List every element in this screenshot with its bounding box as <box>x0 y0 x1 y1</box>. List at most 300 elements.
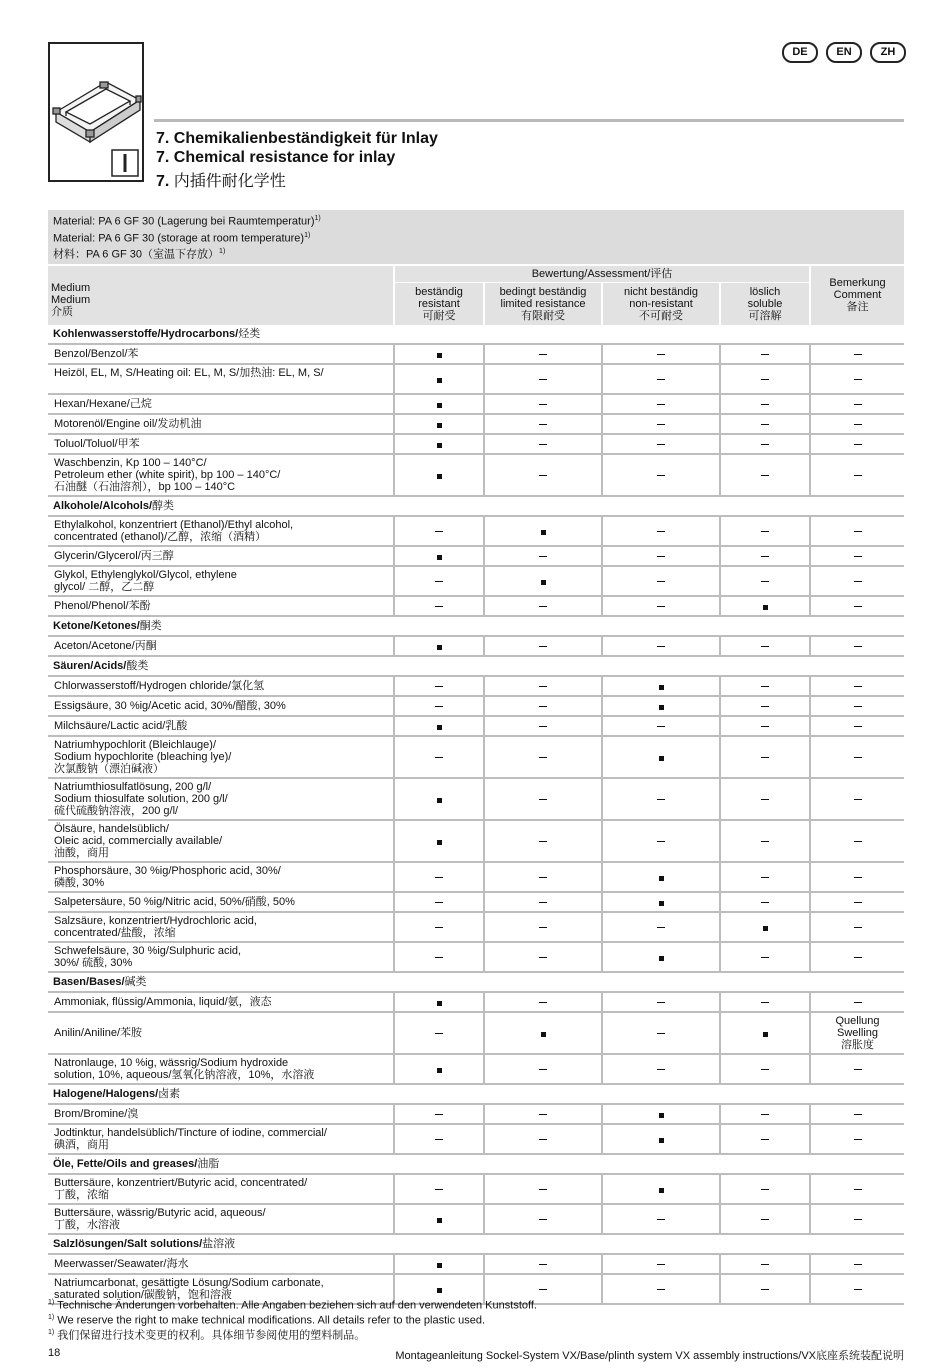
rating-limited-resistance <box>484 736 602 778</box>
rating-dash-icon <box>761 1289 769 1290</box>
title-de: 7. Chemikalienbeständigkeit für Inlay <box>156 130 438 147</box>
header-assessment: Bewertung/Assessment/评估 <box>394 265 810 283</box>
rating-soluble <box>720 820 810 862</box>
comment-cell <box>810 1204 904 1234</box>
rating-non-resistant <box>602 1254 720 1274</box>
header-resistant: beständig resistant 可耐受 <box>394 283 484 325</box>
rating-dash-icon <box>761 581 769 582</box>
category-label: Säuren/Acids/酸类 <box>48 656 904 676</box>
comment-cell <box>810 1254 904 1274</box>
rating-dash-icon <box>539 841 547 842</box>
rating-dash-icon <box>761 1139 769 1140</box>
rating-dash-icon <box>657 556 665 557</box>
rating-marker-icon <box>437 423 442 428</box>
rating-soluble <box>720 778 810 820</box>
rating-dash-icon <box>539 1002 547 1003</box>
rating-dash-icon <box>539 444 547 445</box>
rating-dash-icon <box>657 1033 665 1034</box>
rating-soluble <box>720 414 810 434</box>
rating-dash-icon <box>539 475 547 476</box>
comment-dash-icon <box>854 556 862 557</box>
rating-dash-icon <box>761 902 769 903</box>
rating-dash-icon <box>435 1114 443 1115</box>
category-label: Alkohole/Alcohols/醇类 <box>48 496 904 516</box>
rating-resistant <box>394 1104 484 1124</box>
rating-resistant <box>394 1174 484 1204</box>
rating-dash-icon <box>657 799 665 800</box>
rating-dash-icon <box>761 354 769 355</box>
comment-dash-icon <box>854 379 862 380</box>
rating-marker-icon <box>437 555 442 560</box>
rating-non-resistant <box>602 546 720 566</box>
rating-dash-icon <box>435 877 443 878</box>
rating-resistant <box>394 364 484 394</box>
footnote-zh: $^{1)}$ 我们保留进行技术变更的权利。具体细节参阅使用的塑料制品。 <box>48 1329 366 1342</box>
header-comment: Bemerkung Comment 备注 <box>810 265 904 325</box>
rating-limited-resistance <box>484 696 602 716</box>
rating-dash-icon <box>435 1139 443 1140</box>
rating-soluble <box>720 862 810 892</box>
rating-non-resistant <box>602 394 720 414</box>
medium-name: Ammoniak, flüssig/Ammonia, liquid/氨，液态 <box>48 992 394 1012</box>
rating-dash-icon <box>435 531 443 532</box>
comment-cell <box>810 696 904 716</box>
rating-limited-resistance <box>484 434 602 454</box>
rating-soluble <box>720 596 810 616</box>
rating-resistant <box>394 892 484 912</box>
rating-soluble <box>720 892 810 912</box>
rating-dash-icon <box>761 1189 769 1190</box>
rating-dash-icon <box>435 1033 443 1034</box>
rating-marker-icon <box>437 378 442 383</box>
rating-dash-icon <box>657 726 665 727</box>
rating-dash-icon <box>657 1289 665 1290</box>
comment-dash-icon <box>854 354 862 355</box>
table-row <box>48 1104 904 1124</box>
rating-limited-resistance <box>484 566 602 596</box>
rating-soluble <box>720 1174 810 1204</box>
rating-marker-icon <box>763 605 768 610</box>
rating-dash-icon <box>761 1002 769 1003</box>
rating-resistant <box>394 942 484 972</box>
rating-non-resistant <box>602 992 720 1012</box>
rating-dash-icon <box>657 581 665 582</box>
medium-name: Anilin/Aniline/苯胺 <box>48 1012 394 1054</box>
rating-limited-resistance <box>484 912 602 942</box>
comment-dash-icon <box>854 1189 862 1190</box>
rating-dash-icon <box>761 424 769 425</box>
rating-dash-icon <box>539 606 547 607</box>
comment-dash-icon <box>854 706 862 707</box>
comment-cell <box>810 862 904 892</box>
comment-dash-icon <box>854 927 862 928</box>
rating-dash-icon <box>539 1139 547 1140</box>
rating-non-resistant <box>602 566 720 596</box>
rating-dash-icon <box>435 902 443 903</box>
rating-marker-icon <box>659 756 664 761</box>
comment-cell <box>810 636 904 656</box>
rating-dash-icon <box>761 1114 769 1115</box>
rating-non-resistant <box>602 596 720 616</box>
rating-limited-resistance <box>484 1012 602 1054</box>
rating-dash-icon <box>539 706 547 707</box>
medium-name: Toluol/Toluol/甲苯 <box>48 434 394 454</box>
comment-cell <box>810 1124 904 1154</box>
rating-soluble <box>720 1104 810 1124</box>
rating-resistant <box>394 454 484 496</box>
rating-non-resistant <box>602 414 720 434</box>
rating-marker-icon <box>659 685 664 690</box>
medium-name: Buttersäure, wässrig/Butyric acid, aqueous/ 丁酸，水溶液 <box>48 1204 394 1234</box>
medium-name: Phenol/Phenol/苯酚 <box>48 596 394 616</box>
medium-name: Waschbenzin, Kp 100 – 140°C/ Petroleum ether (white spirit), bp 100 – 140°C/ 石油醚（石油溶剂），bp 100 – 140°C <box>48 454 394 496</box>
rating-resistant <box>394 394 484 414</box>
medium-name: Natriumthiosulfatlösung, 200 g/l/ Sodium thiosulfate solution, 200 g/l/ 硫代硫酸钠溶液，200 g/l/ <box>48 778 394 820</box>
material-en: Material: PA 6 GF 30 (storage at room temperature)$^{1)}$ <box>53 231 311 245</box>
rating-marker-icon <box>659 1113 664 1118</box>
rating-marker-icon <box>437 443 442 448</box>
rating-limited-resistance <box>484 636 602 656</box>
title-zh-number: 7. <box>156 173 170 190</box>
table-row <box>48 546 904 566</box>
comment-dash-icon <box>854 957 862 958</box>
rating-soluble <box>720 716 810 736</box>
rating-dash-icon <box>435 581 443 582</box>
rating-dash-icon <box>435 957 443 958</box>
rating-marker-icon <box>437 1218 442 1223</box>
comment-cell <box>810 778 904 820</box>
comment-dash-icon <box>854 404 862 405</box>
rating-dash-icon <box>539 1264 547 1265</box>
rating-resistant <box>394 992 484 1012</box>
rating-soluble <box>720 434 810 454</box>
rating-dash-icon <box>657 404 665 405</box>
rating-dash-icon <box>435 706 443 707</box>
medium-name: Glykol, Ethylenglykol/Glycol, ethylene glycol/ 二醇，乙二醇 <box>48 566 394 596</box>
rating-non-resistant <box>602 636 720 656</box>
rating-dash-icon <box>435 927 443 928</box>
comment-cell <box>810 516 904 546</box>
rating-dash-icon <box>539 1114 547 1115</box>
title-zh <box>156 168 286 191</box>
medium-name: Salzsäure, konzentriert/Hydrochloric acid, concentrated/盐酸，浓缩 <box>48 912 394 942</box>
rating-dash-icon <box>657 531 665 532</box>
rating-dash-icon <box>539 799 547 800</box>
table-row <box>48 716 904 736</box>
rating-soluble <box>720 696 810 716</box>
rating-marker-icon <box>659 901 664 906</box>
rating-soluble <box>720 992 810 1012</box>
lang-badge-zh[interactable]: ZH <box>870 42 906 63</box>
rating-resistant <box>394 1254 484 1274</box>
rating-dash-icon <box>539 354 547 355</box>
rating-non-resistant <box>602 454 720 496</box>
header-limited-resistance: bedingt beständig limited resistance 有限耐受 <box>484 283 602 325</box>
rating-limited-resistance <box>484 1204 602 1234</box>
rating-resistant <box>394 596 484 616</box>
category-row <box>48 656 904 676</box>
table-row <box>48 1012 904 1054</box>
table-row <box>48 862 904 892</box>
lang-badge-de[interactable]: DE <box>782 42 818 63</box>
rating-resistant <box>394 636 484 656</box>
comment-cell <box>810 676 904 696</box>
rating-dash-icon <box>539 404 547 405</box>
inlay-frame-icon <box>50 44 142 180</box>
rating-marker-icon <box>437 725 442 730</box>
comment-cell <box>810 414 904 434</box>
comment-dash-icon <box>854 424 862 425</box>
rating-dash-icon <box>761 404 769 405</box>
rating-soluble <box>720 1012 810 1054</box>
rating-marker-icon <box>659 1188 664 1193</box>
rating-limited-resistance <box>484 862 602 892</box>
comment-cell <box>810 912 904 942</box>
medium-name: Jodtinktur, handelsüblich/Tincture of iodine, commercial/ 碘酒，商用 <box>48 1124 394 1154</box>
rating-dash-icon <box>761 799 769 800</box>
rating-limited-resistance <box>484 1174 602 1204</box>
rating-dash-icon <box>539 379 547 380</box>
medium-name: Motorenöl/Engine oil/发动机油 <box>48 414 394 434</box>
rating-marker-icon <box>659 705 664 710</box>
footnote-en: $^{1)}$ We reserve the right to make technical modifications. All details refer to the plastic used. <box>48 1314 486 1327</box>
rating-resistant <box>394 414 484 434</box>
rating-soluble <box>720 546 810 566</box>
rating-non-resistant <box>602 434 720 454</box>
medium-name: Milchsäure/Lactic acid/乳酸 <box>48 716 394 736</box>
rating-dash-icon <box>657 1264 665 1265</box>
table-row <box>48 696 904 716</box>
rating-resistant <box>394 516 484 546</box>
comment-dash-icon <box>854 757 862 758</box>
comment-cell <box>810 716 904 736</box>
comment-dash-icon <box>854 581 862 582</box>
rating-non-resistant <box>602 1174 720 1204</box>
rating-resistant <box>394 716 484 736</box>
table-row <box>48 364 904 394</box>
rating-marker-icon <box>659 1138 664 1143</box>
rating-non-resistant <box>602 696 720 716</box>
rating-marker-icon <box>541 1032 546 1037</box>
comment-cell <box>810 546 904 566</box>
table-row <box>48 1204 904 1234</box>
rating-dash-icon <box>539 556 547 557</box>
medium-name: Schwefelsäure, 30 %ig/Sulphuric acid, 30%/ 硫酸, 30% <box>48 942 394 972</box>
comment-dash-icon <box>854 444 862 445</box>
category-label: Salzlösungen/Salt solutions/盐溶液 <box>48 1234 904 1254</box>
category-label: Öle, Fette/Oils and greases/油脂 <box>48 1154 904 1174</box>
rating-dash-icon <box>761 646 769 647</box>
comment-dash-icon <box>854 877 862 878</box>
header-non-resistant: nicht beständig non-resistant 不可耐受 <box>602 283 720 325</box>
comment-dash-icon <box>854 1139 862 1140</box>
table-row <box>48 778 904 820</box>
comment-dash-icon <box>854 1002 862 1003</box>
table-row <box>48 596 904 616</box>
medium-name: Heizöl, EL, M, S/Heating oil: EL, M, S/加热油: EL, M, S/ <box>48 364 394 394</box>
medium-name: Ölsäure, handelsüblich/ Oleic acid, commercially available/ 油酸，商用 <box>48 820 394 862</box>
rating-resistant <box>394 566 484 596</box>
title-en: 7. Chemical resistance for inlay <box>156 149 396 166</box>
table-row <box>48 566 904 596</box>
medium-name: Natriumcarbonat, gesättigte Lösung/Sodium carbonate, saturated solution/碳酸钠，饱和溶液 <box>48 1274 394 1304</box>
table-row <box>48 434 904 454</box>
rating-resistant <box>394 862 484 892</box>
rating-non-resistant <box>602 778 720 820</box>
table-row <box>48 820 904 862</box>
rating-resistant <box>394 1124 484 1154</box>
rating-dash-icon <box>657 927 665 928</box>
rating-dash-icon <box>539 957 547 958</box>
medium-name: Hexan/Hexane/己烷 <box>48 394 394 414</box>
rating-marker-icon <box>437 474 442 479</box>
rating-non-resistant <box>602 716 720 736</box>
rating-limited-resistance <box>484 716 602 736</box>
category-row <box>48 1234 904 1254</box>
comment-cell <box>810 454 904 496</box>
rating-marker-icon <box>763 926 768 931</box>
rating-non-resistant <box>602 364 720 394</box>
rating-dash-icon <box>539 1189 547 1190</box>
material-de: Material: PA 6 GF 30 (Lagerung bei Raumtemperatur)$^{1)}$ <box>53 215 321 228</box>
comment-cell <box>810 1174 904 1204</box>
rating-marker-icon <box>437 353 442 358</box>
rating-soluble <box>720 516 810 546</box>
page-footer: Montageanleitung Sockel-System VX/Base/plinth system VX assembly instructions/VX底座系统装配说明 <box>395 1350 904 1362</box>
rating-limited-resistance <box>484 1254 602 1274</box>
rating-resistant <box>394 1012 484 1054</box>
rating-dash-icon <box>435 757 443 758</box>
medium-name: Chlorwasserstoff/Hydrogen chloride/氯化氢 <box>48 676 394 696</box>
category-row <box>48 1154 904 1174</box>
table-row <box>48 1174 904 1204</box>
rating-dash-icon <box>657 841 665 842</box>
rating-soluble <box>720 736 810 778</box>
rating-dash-icon <box>761 957 769 958</box>
page-number: 18 <box>48 1347 61 1359</box>
comment-cell <box>810 344 904 364</box>
rating-limited-resistance <box>484 820 602 862</box>
rating-limited-resistance <box>484 344 602 364</box>
medium-name: Meerwasser/Seawater/海水 <box>48 1254 394 1274</box>
comment-dash-icon <box>854 1114 862 1115</box>
comment-cell <box>810 364 904 394</box>
rating-limited-resistance <box>484 778 602 820</box>
comment-dash-icon <box>854 606 862 607</box>
rating-resistant <box>394 434 484 454</box>
medium-name: Phosphorsäure, 30 %ig/Phosphoric acid, 30%/ 磷酸, 30% <box>48 862 394 892</box>
rating-soluble <box>720 364 810 394</box>
rating-non-resistant <box>602 676 720 696</box>
rating-marker-icon <box>659 956 664 961</box>
rating-dash-icon <box>435 606 443 607</box>
rating-soluble <box>720 566 810 596</box>
rating-dash-icon <box>761 379 769 380</box>
rating-non-resistant <box>602 912 720 942</box>
rating-marker-icon <box>437 798 442 803</box>
rating-marker-icon <box>437 1263 442 1268</box>
rating-dash-icon <box>761 686 769 687</box>
rating-dash-icon <box>539 1289 547 1290</box>
rating-soluble <box>720 1054 810 1084</box>
table-row <box>48 1054 904 1084</box>
comment-cell <box>810 1054 904 1084</box>
rating-soluble <box>720 676 810 696</box>
comment-cell <box>810 736 904 778</box>
comment-cell <box>810 892 904 912</box>
rating-non-resistant <box>602 344 720 364</box>
rating-resistant <box>394 546 484 566</box>
rating-marker-icon <box>437 645 442 650</box>
rating-limited-resistance <box>484 1104 602 1124</box>
comment-dash-icon <box>854 646 862 647</box>
comment-dash-icon <box>854 902 862 903</box>
rating-dash-icon <box>539 1069 547 1070</box>
medium-name: Essigsäure, 30 %ig/Acetic acid, 30%/醋酸, 30% <box>48 696 394 716</box>
comment-dash-icon <box>854 1289 862 1290</box>
rating-dash-icon <box>657 1069 665 1070</box>
inlay-product-icon <box>48 42 144 182</box>
table-row <box>48 992 904 1012</box>
rating-limited-resistance <box>484 942 602 972</box>
comment-cell: Quellung Swelling 溶胀度 <box>810 1012 904 1054</box>
comment-dash-icon <box>854 475 862 476</box>
category-row <box>48 1084 904 1104</box>
rating-dash-icon <box>539 424 547 425</box>
table-row <box>48 414 904 434</box>
header-soluble: löslich soluble 可溶解 <box>720 283 810 325</box>
comment-dash-icon <box>854 531 862 532</box>
medium-name: Buttersäure, konzentriert/Butyric acid, concentrated/ 丁酸，浓缩 <box>48 1174 394 1204</box>
comment-cell <box>810 566 904 596</box>
rating-dash-icon <box>657 444 665 445</box>
rating-soluble <box>720 942 810 972</box>
rating-soluble <box>720 912 810 942</box>
comment-cell <box>810 596 904 616</box>
rating-non-resistant <box>602 1104 720 1124</box>
medium-name: Benzol/Benzol/苯 <box>48 344 394 364</box>
rating-resistant <box>394 696 484 716</box>
material-row <box>48 210 904 265</box>
rating-dash-icon <box>539 927 547 928</box>
category-row <box>48 972 904 992</box>
rating-limited-resistance <box>484 454 602 496</box>
rating-non-resistant <box>602 942 720 972</box>
medium-name: Natriumhypochlorit (Bleichlauge)/ Sodium hypochlorite (bleaching lye)/ 次氯酸钠（漂泊碱液） <box>48 736 394 778</box>
table-row <box>48 636 904 656</box>
table-row <box>48 942 904 972</box>
rating-non-resistant <box>602 862 720 892</box>
rating-dash-icon <box>435 1189 443 1190</box>
rating-limited-resistance <box>484 414 602 434</box>
comment-dash-icon <box>854 841 862 842</box>
rating-resistant <box>394 736 484 778</box>
lang-badge-en[interactable]: EN <box>826 42 862 63</box>
rating-resistant <box>394 344 484 364</box>
comment-dash-icon <box>854 1219 862 1220</box>
rating-limited-resistance <box>484 676 602 696</box>
material-zh: 材料：PA 6 GF 30（室温下存放）$^{1)}$ <box>53 248 226 261</box>
header-row-top <box>48 265 904 283</box>
table-row <box>48 912 904 942</box>
rating-limited-resistance <box>484 596 602 616</box>
rating-dash-icon <box>657 475 665 476</box>
table-row <box>48 892 904 912</box>
rating-dash-icon <box>761 444 769 445</box>
medium-name: Ethylalkohol, konzentriert (Ethanol)/Ethyl alcohol, concentrated (ethanol)/乙醇，浓缩（酒精） <box>48 516 394 546</box>
comment-cell <box>810 992 904 1012</box>
medium-name: Aceton/Acetone/丙酮 <box>48 636 394 656</box>
